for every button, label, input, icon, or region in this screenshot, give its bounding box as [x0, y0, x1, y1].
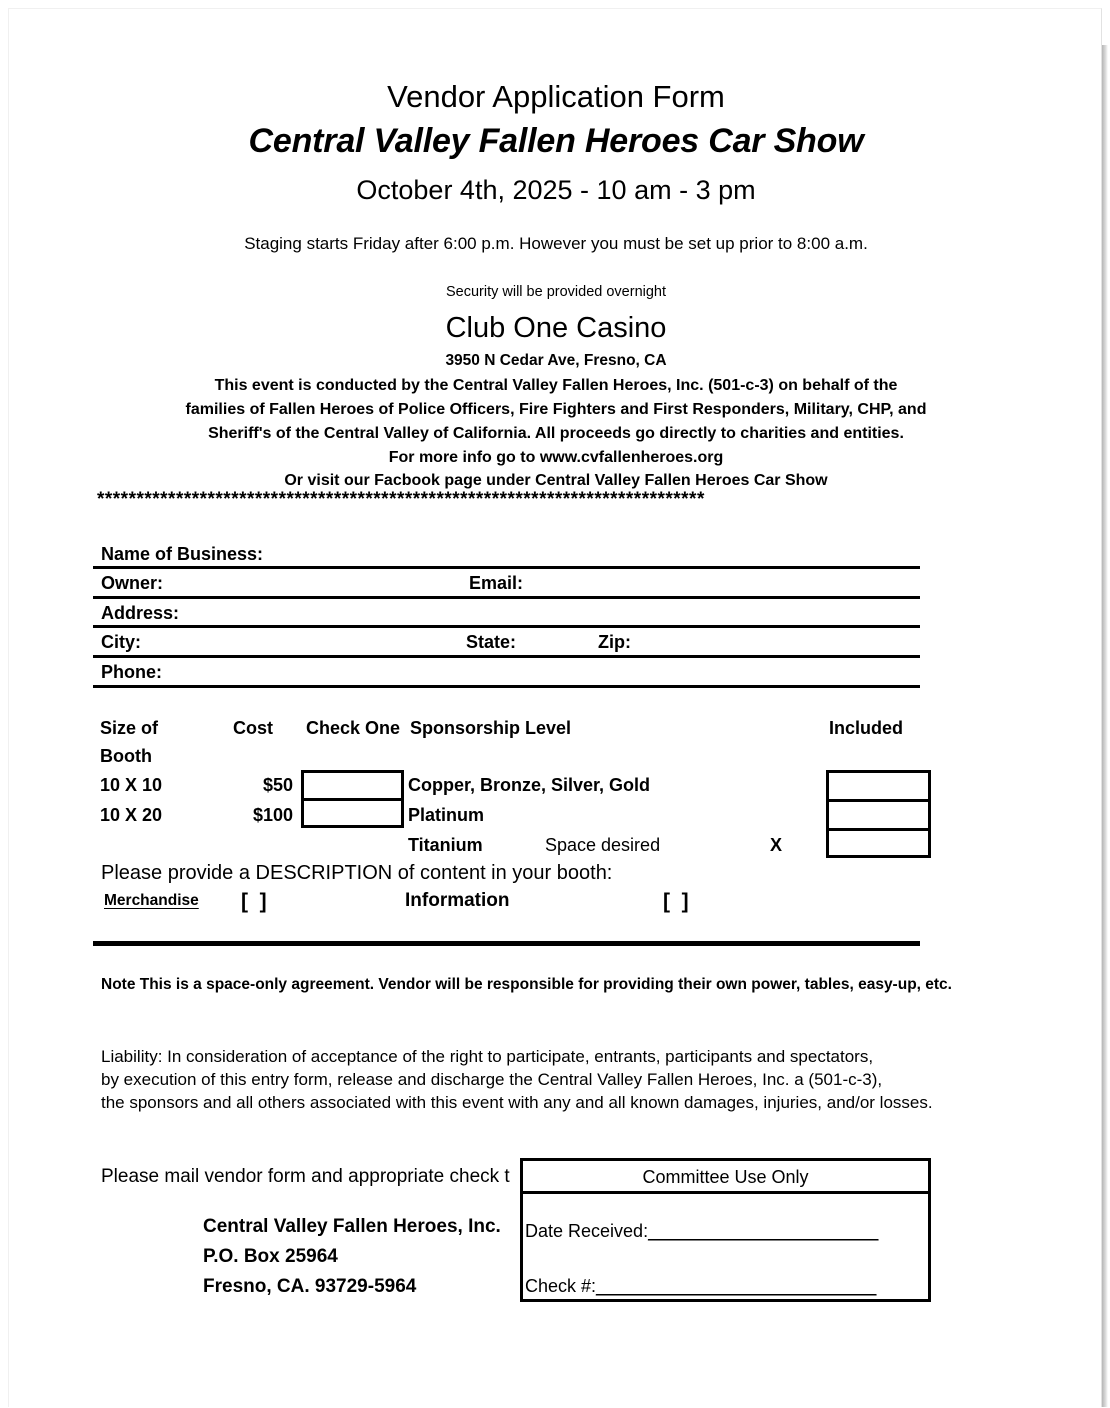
event-name: Central Valley Fallen Heroes Car Show: [248, 122, 864, 160]
information-checkbox[interactable]: [ ]: [663, 890, 689, 913]
about-line-4: For more info go to www.cvfallenheroes.org: [388, 449, 724, 466]
field-rule-1: [93, 566, 920, 569]
liability-line-3: the sponsors and all others associated with this event with any and all known damages, injuries, and/or losses.: [101, 1093, 933, 1112]
header-check-one: Check One: [306, 718, 401, 738]
description-prompt: Please provide a DESCRIPTION of content in your booth:: [101, 862, 613, 884]
label-city: City:: [101, 632, 141, 652]
row-2-size: 10 X 20: [100, 805, 163, 825]
check-one-box-divider: [301, 798, 404, 801]
row-1-cost: $50: [262, 775, 293, 795]
staging-note: Staging starts Friday after 6:00 p.m. However you must be set up prior to 8:00 a.m.: [244, 234, 868, 253]
date-received-field[interactable]: [525, 1222, 878, 1240]
about-line-3: Sheriff's of the Central Valley of California. All proceeds go directly to charities and entities.: [208, 425, 904, 442]
date-received-blank: _______________________: [648, 1221, 879, 1241]
label-phone: Phone:: [101, 662, 162, 682]
row-1-size: 10 X 10: [100, 775, 163, 795]
date-received-label: Date Received:: [525, 1221, 649, 1241]
field-rule-2: [93, 596, 920, 599]
check-number-blank: ____________________________: [596, 1276, 877, 1296]
vendor-application-form: [9, 9, 1103, 1408]
mailing-address-line-1: Central Valley Fallen Heroes, Inc.: [203, 1216, 501, 1237]
about-line-5: Or visit our Facbook page under Central Valley Fallen Heroes Car Show: [284, 472, 828, 489]
header-sponsorship-level: Sponsorship Level: [410, 718, 572, 738]
document-page: [8, 8, 1102, 1407]
about-line-1: This event is conducted by the Central Valley Fallen Heroes, Inc. (501-c-3) on behalf of the: [214, 377, 898, 394]
label-address: Address:: [101, 603, 180, 623]
header-size-of-booth-line2: Booth: [100, 746, 152, 766]
mailing-instruction: Please mail vendor form and appropriate check t: [101, 1166, 510, 1187]
venue-name: Club One Casino: [445, 312, 667, 344]
liability-line-2: by execution of this entry form, release and discharge the Central Valley Fallen Heroes, Inc. a (501-c-3),: [101, 1070, 883, 1089]
header-size-of-booth-line1: Size of: [100, 718, 159, 738]
field-rule-5: [93, 685, 920, 688]
label-name-of-business: Name of Business:: [101, 544, 264, 564]
included-box-group[interactable]: [826, 770, 931, 858]
information-label: Information: [405, 890, 510, 911]
merchandise-label: Merchandise: [104, 892, 199, 909]
space-desired-label: Space desired: [545, 835, 661, 855]
asterisk-divider: *****************************************************************************: [97, 490, 705, 509]
committee-use-only-title: Committee Use Only: [642, 1167, 809, 1187]
liability-line-1: Liability: In consideration of acceptance of the right to participate, entrants, participants and spectators,: [101, 1047, 874, 1066]
page-title: Vendor Application Form: [387, 79, 725, 114]
check-number-label: Check #:: [525, 1276, 597, 1296]
label-zip: Zip:: [598, 632, 631, 652]
header-cost: Cost: [233, 718, 273, 738]
row-2-cost: $100: [252, 805, 293, 825]
space-desired-mark: X: [770, 835, 783, 855]
row-2-level: Platinum: [408, 805, 485, 825]
space-only-note: Note This is a space-only agreement. Vendor will be responsible for providing their own power, tables, easy-up, etc.: [101, 976, 952, 993]
section-divider-rule: [93, 941, 920, 946]
field-rule-3: [93, 625, 920, 628]
row-1-level: Copper, Bronze, Silver, Gold: [408, 775, 651, 795]
mailing-address-line-2: P.O. Box 25964: [203, 1246, 338, 1267]
included-box-divider-1: [826, 799, 931, 802]
about-line-2: families of Fallen Heroes of Police Officers, Fire Fighters and First Responders, Military, CHP, and: [185, 401, 927, 418]
label-email: Email:: [469, 573, 524, 593]
label-state: State:: [466, 632, 517, 652]
label-owner: Owner:: [101, 573, 164, 593]
included-box-divider-2: [826, 828, 931, 831]
check-number-field[interactable]: [525, 1277, 876, 1295]
row-3-level: Titanium: [408, 835, 483, 855]
field-rule-4: [93, 655, 920, 658]
security-note: Security will be provided overnight: [445, 284, 667, 300]
committee-box-header-rule: [520, 1191, 931, 1194]
mailing-address-line-3: Fresno, CA. 93729-5964: [203, 1276, 417, 1297]
merchandise-checkbox[interactable]: [ ]: [241, 890, 267, 913]
header-included: Included: [829, 718, 904, 738]
venue-address: 3950 N Cedar Ave, Fresno, CA: [445, 352, 667, 369]
event-date: October 4th, 2025 - 10 am - 3 pm: [356, 175, 756, 205]
